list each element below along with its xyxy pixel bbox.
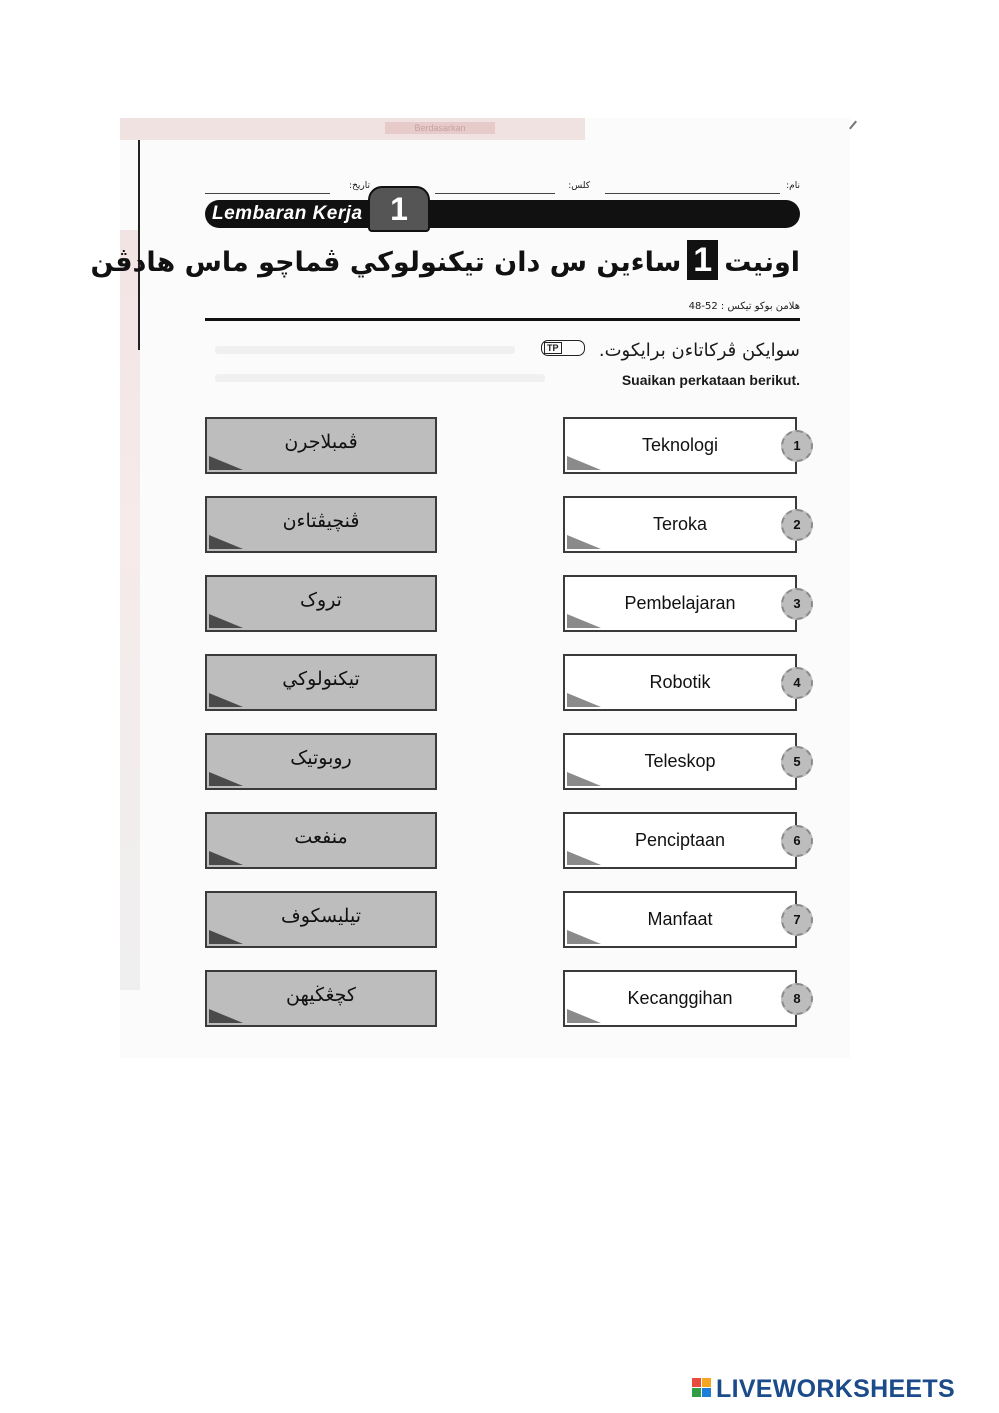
malay-word-box[interactable] (563, 733, 797, 790)
box-corner (567, 693, 601, 707)
name-field[interactable] (605, 193, 780, 194)
malay-word: Manfaat (647, 909, 713, 929)
malay-word: Robotik (649, 672, 711, 692)
unit-title (91, 240, 800, 280)
jawi-word: ڤنچيڤتاءن (282, 510, 360, 532)
liveworksheets-logo-icon (692, 1378, 712, 1398)
jawi-word: روبوتيک (290, 747, 352, 769)
name-label: نام: (786, 181, 800, 191)
textbook-pages: هلامن بوکو تيکس : 52-48 (688, 301, 800, 312)
number-badge: 6 (781, 825, 813, 857)
jawi-word-box[interactable] (205, 812, 437, 869)
banner-number: 1 (368, 186, 430, 232)
instruction-malay: Suaikan perkataan berikut. (621, 372, 800, 388)
malay-word-box[interactable] (563, 417, 797, 474)
box-corner (209, 614, 243, 628)
jawi-word-box[interactable] (205, 654, 437, 711)
class-label: کلس: (568, 181, 590, 191)
box-corner (209, 1009, 243, 1023)
box-corner (209, 930, 243, 944)
scan-top-strip (120, 118, 585, 140)
banner-title: Lembaran Kerja (212, 203, 363, 224)
jawi-word-box[interactable] (205, 417, 437, 474)
box-corner (567, 535, 601, 549)
logo-square (692, 1378, 701, 1387)
box-corner (567, 930, 601, 944)
jawi-word-box[interactable] (205, 733, 437, 790)
number-badge: 3 (781, 588, 813, 620)
logo-square (692, 1388, 701, 1397)
box-corner (567, 1009, 601, 1023)
jawi-word: کچڠڬيهن (286, 984, 356, 1006)
malay-word: Teroka (652, 514, 708, 534)
malay-word-box[interactable] (563, 970, 797, 1027)
faded-text (215, 374, 545, 382)
pen-mark (849, 121, 857, 130)
jawi-word: ڤمبلاجرن (284, 431, 358, 453)
scan-edge-strip (120, 230, 140, 990)
malay-word: Penciptaan (634, 830, 726, 850)
box-corner (209, 456, 243, 470)
jawi-word-box[interactable] (205, 970, 437, 1027)
box-corner (209, 851, 243, 865)
malay-word-box[interactable] (563, 575, 797, 632)
unit-name: ساءين س دان تيکنولوکي ڤماچو ماس هادڤن (90, 247, 682, 278)
malay-word: Teknologi (641, 435, 719, 455)
malay-word-box[interactable] (563, 891, 797, 948)
tp-badge (541, 340, 585, 356)
instruction-jawi: سوايکن ڤرکاتاءن برايکوت. (598, 340, 800, 361)
malay-word-box[interactable] (563, 812, 797, 869)
jawi-word: تروک (300, 589, 342, 611)
jawi-word-box[interactable] (205, 891, 437, 948)
unit-prefix: اونيت (724, 247, 800, 278)
malay-word: Teleskop (644, 751, 716, 771)
student-info-fields (205, 181, 800, 197)
logo-square (702, 1388, 711, 1397)
jawi-word-box[interactable] (205, 496, 437, 553)
faded-text (215, 346, 515, 354)
box-corner (209, 693, 243, 707)
number-badge: 5 (781, 746, 813, 778)
malay-word-box[interactable] (563, 496, 797, 553)
class-field[interactable] (435, 193, 555, 194)
jawi-word: منفعت (294, 826, 348, 848)
jawi-word: تيليسکوف (281, 905, 361, 927)
jawi-word-box[interactable] (205, 575, 437, 632)
tp-label: TP (544, 342, 562, 354)
number-badge: 4 (781, 667, 813, 699)
brand-name: LIVEWORKSHEETS (716, 1375, 955, 1403)
number-badge: 8 (781, 983, 813, 1015)
date-field[interactable] (205, 193, 330, 194)
malay-word-box[interactable] (563, 654, 797, 711)
box-corner (567, 614, 601, 628)
box-corner (209, 772, 243, 786)
malay-word: Kecanggihan (627, 988, 733, 1008)
box-corner (567, 456, 601, 470)
malay-word: Pembelajaran (624, 593, 736, 613)
box-corner (567, 851, 601, 865)
faded-top-text: Berdasarkan (385, 122, 495, 134)
number-badge: 2 (781, 509, 813, 541)
number-badge: 1 (781, 430, 813, 462)
box-corner (567, 772, 601, 786)
divider (205, 318, 800, 321)
box-corner (209, 535, 243, 549)
number-badge: 7 (781, 904, 813, 936)
logo-square (702, 1378, 711, 1387)
date-label: تاريخ: (349, 181, 370, 191)
jawi-word: تيکنولوکي (282, 668, 360, 690)
unit-number: 1 (687, 240, 718, 280)
